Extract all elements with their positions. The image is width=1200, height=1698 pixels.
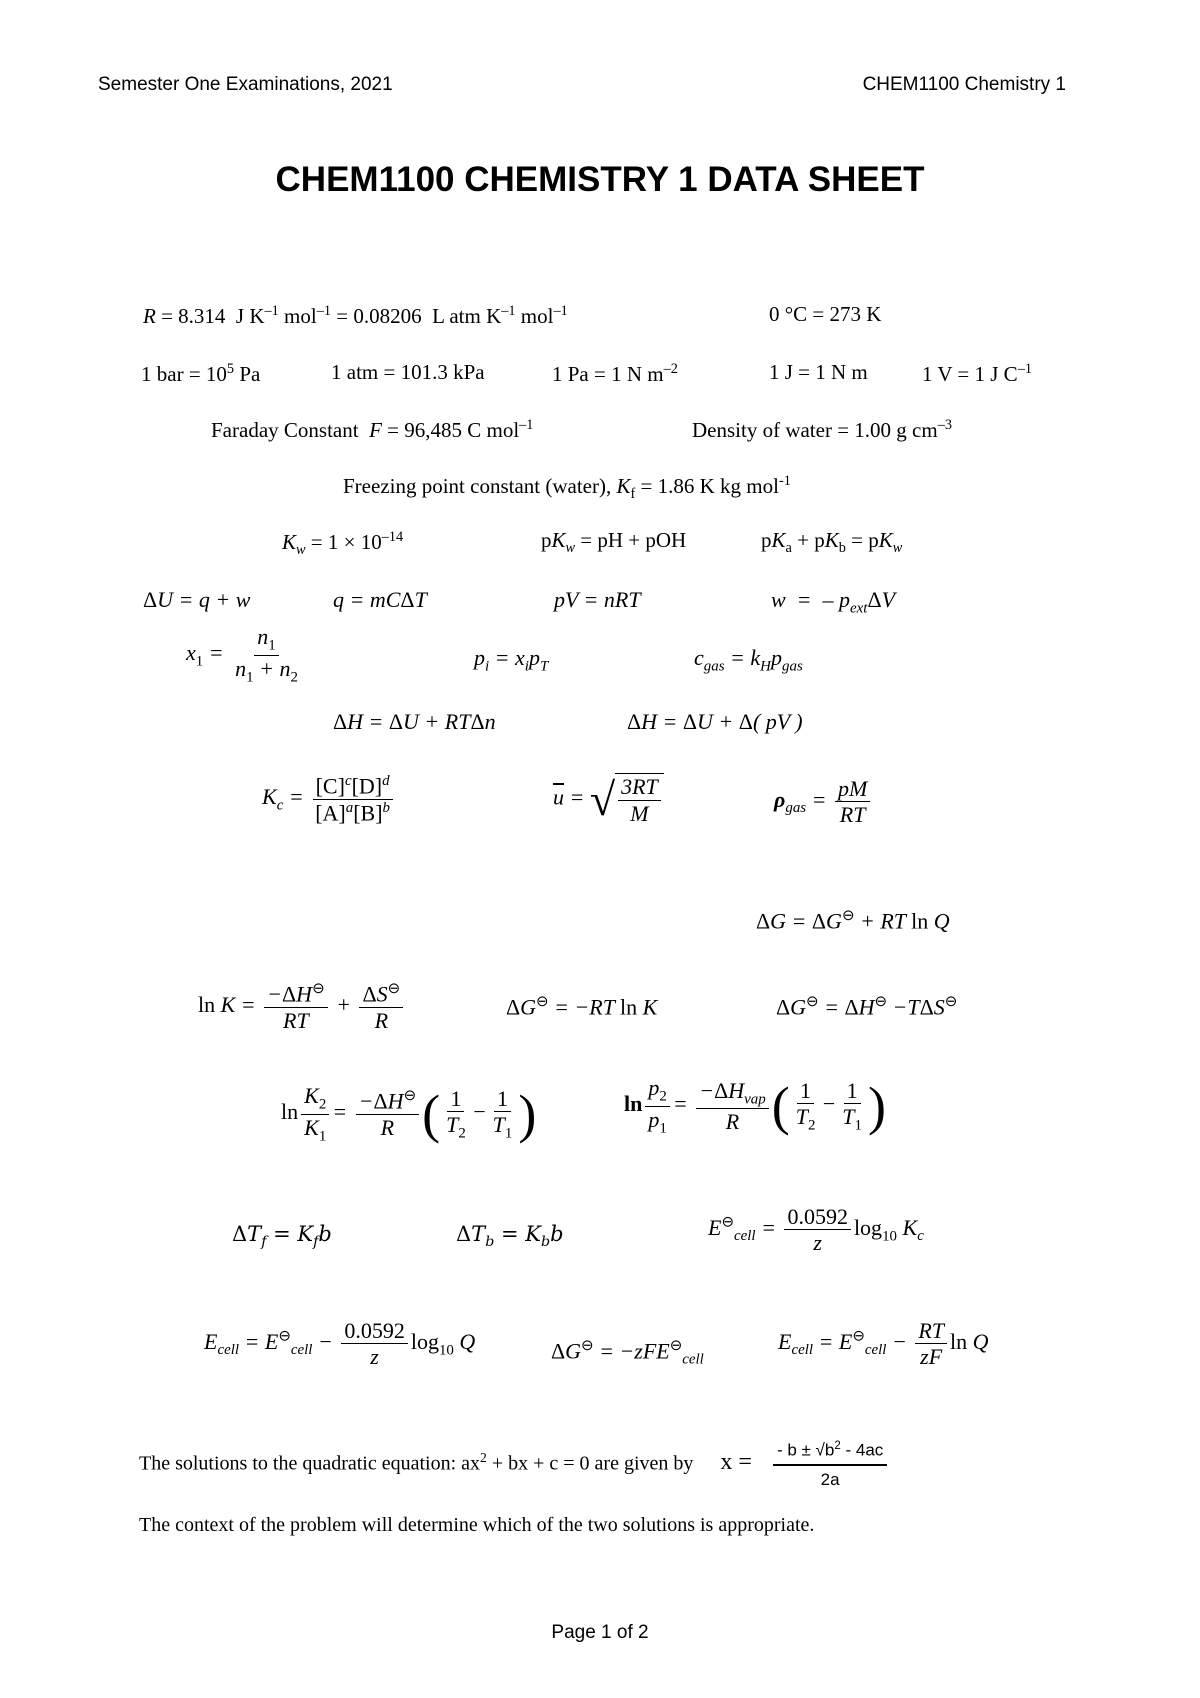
nernst-rt-eq: $E_{cell} = E^⊖_{cell}$ − $\frac{RT}{zF}$ ln Q: [778, 1318, 989, 1370]
page-number: Page 1 of 2: [551, 1622, 649, 1643]
header-left: Semester One Examinations, 2021: [98, 74, 393, 95]
rms-speed-eq: $\overline{u}$ = √ $\frac{3RT}{M}$: [553, 773, 664, 826]
page-title: CHEM1100 CHEMISTRY 1 DATA SHEET: [275, 160, 925, 199]
nernst-eq: $E_{cell} = E^⊖_{cell}$ − $\frac{0.0592}{z}$ $\log_{10} Q$: [204, 1318, 476, 1370]
gibbs-reaction-quotient-eq: ΔG = ΔG⊖ + RT ln Q: [756, 908, 950, 934]
gas-constant: R = 8.314 J $K^{-1}$ mol$^{-1}$ = 0.08206 L atm $K^{-1}$ mol$^{-1}$: [143, 303, 568, 328]
van-t-hoff-eq: ln K = $\frac{-\Delta H^⊖}{RT}$ + $\frac{\Delta S^⊖}{R}$: [198, 981, 406, 1033]
gibbs-equilibrium-eq: ΔG⊖ = −RT ln K: [506, 994, 658, 1020]
header-right: CHEM1100 Chemistry 1: [862, 74, 1066, 95]
atm-conversion: 1 atm = 101.3 kPa: [331, 360, 485, 384]
pka-pkb-equation: $pK_a + pK_b = pK_w$: [761, 528, 903, 557]
boiling-elevation-eq: $\Delta T_b = K_bb$: [456, 1222, 564, 1251]
kw-value: $K_w = 1 \times 10^{-14}$: [282, 529, 404, 559]
enthalpy-gas-eq: ΔH = ΔU + RTΔn: [333, 709, 496, 734]
henry-law-eq: $c_{gas} = k_Hp_{gas}$: [694, 645, 803, 675]
pkw-equation: $pK_w$ = pH + pOH: [541, 528, 687, 557]
volt-conversion: 1 V = 1 J $C^{-1}$: [922, 361, 1032, 386]
clausius-clapeyron-eq: ln $\frac{p_2}{p_1}$ = $\frac{-\Delta H_{vap}}{R}$ ( $\frac{1}{T_2}$ − $\frac{1}{T_1}$ ): [624, 1075, 886, 1137]
faraday-constant: Faraday Constant F = 96,485 C mol$^{-1}$: [211, 417, 534, 442]
context-note: The context of the problem will determine which of the two solutions is appropriate.: [139, 1514, 815, 1536]
water-density: Density of water = 1.00 g $cm^{-3}$: [692, 417, 952, 442]
internal-energy-eq: ΔU = q + w: [143, 587, 251, 612]
joule-conversion: 1 J = 1 N m: [769, 360, 868, 384]
partial-pressure-eq: $p_i = x_ip_T$: [474, 645, 549, 675]
zero-celsius: 0 °C = 273 K: [769, 302, 882, 326]
quadratic-formula-text: The solutions to the quadratic equation: $ax^2$ + bx + c = 0 are given by x = $\frac{- b \pm √b^2 - 4ac}{2a}$: [139, 1440, 887, 1490]
standard-cell-potential-eq: $E^⊖_{cell}$ = $\frac{0.0592}{z}$ $\log_{10} K_c$: [708, 1204, 924, 1256]
work-eq: w = – $p_{ext}\Delta V$: [771, 587, 896, 617]
bar-conversion: 1 bar = $10^5$ Pa: [141, 361, 261, 386]
gibbs-enthalpy-entropy-eq: ΔG⊖ = ΔH⊖ −TΔS⊖: [776, 994, 958, 1020]
freezing-point-constant: Freezing point constant (water), $K_f = 1.86$ K kg mol$^{-1}$: [343, 473, 791, 503]
pascal-conversion: 1 Pa = 1 N $m^{-2}$: [552, 361, 678, 386]
mole-fraction-eq: $x_1$ = $\frac{n_1}{n_1 + n_2}$: [186, 624, 298, 685]
equilibrium-constant-eq: $K_c$ = $\frac{[C]^c[D]^d}{[A]^a[B]^b}$: [262, 773, 396, 825]
gibbs-cell-eq: ΔG⊖ = −zFE⊖$_{cell}$: [551, 1338, 704, 1368]
ideal-gas-eq: pV = nRT: [554, 587, 641, 612]
gas-density-eq: $\rho_{gas}$ = $\frac{pM}{RT}$: [774, 776, 873, 828]
enthalpy-pv-eq: ΔH = ΔU + Δ( pV ): [627, 709, 803, 734]
heat-eq: q = mCΔT: [333, 587, 427, 612]
freezing-depression-eq: $\Delta T_f = K_fb$: [232, 1222, 332, 1251]
vant-hoff-two-point-eq: ln $\frac{K_2}{K_1}$ = $\frac{-\Delta H^⊖}{R}$ ( $\frac{1}{T_2}$ − $\frac{1}{T_1}$ ): [281, 1083, 537, 1145]
